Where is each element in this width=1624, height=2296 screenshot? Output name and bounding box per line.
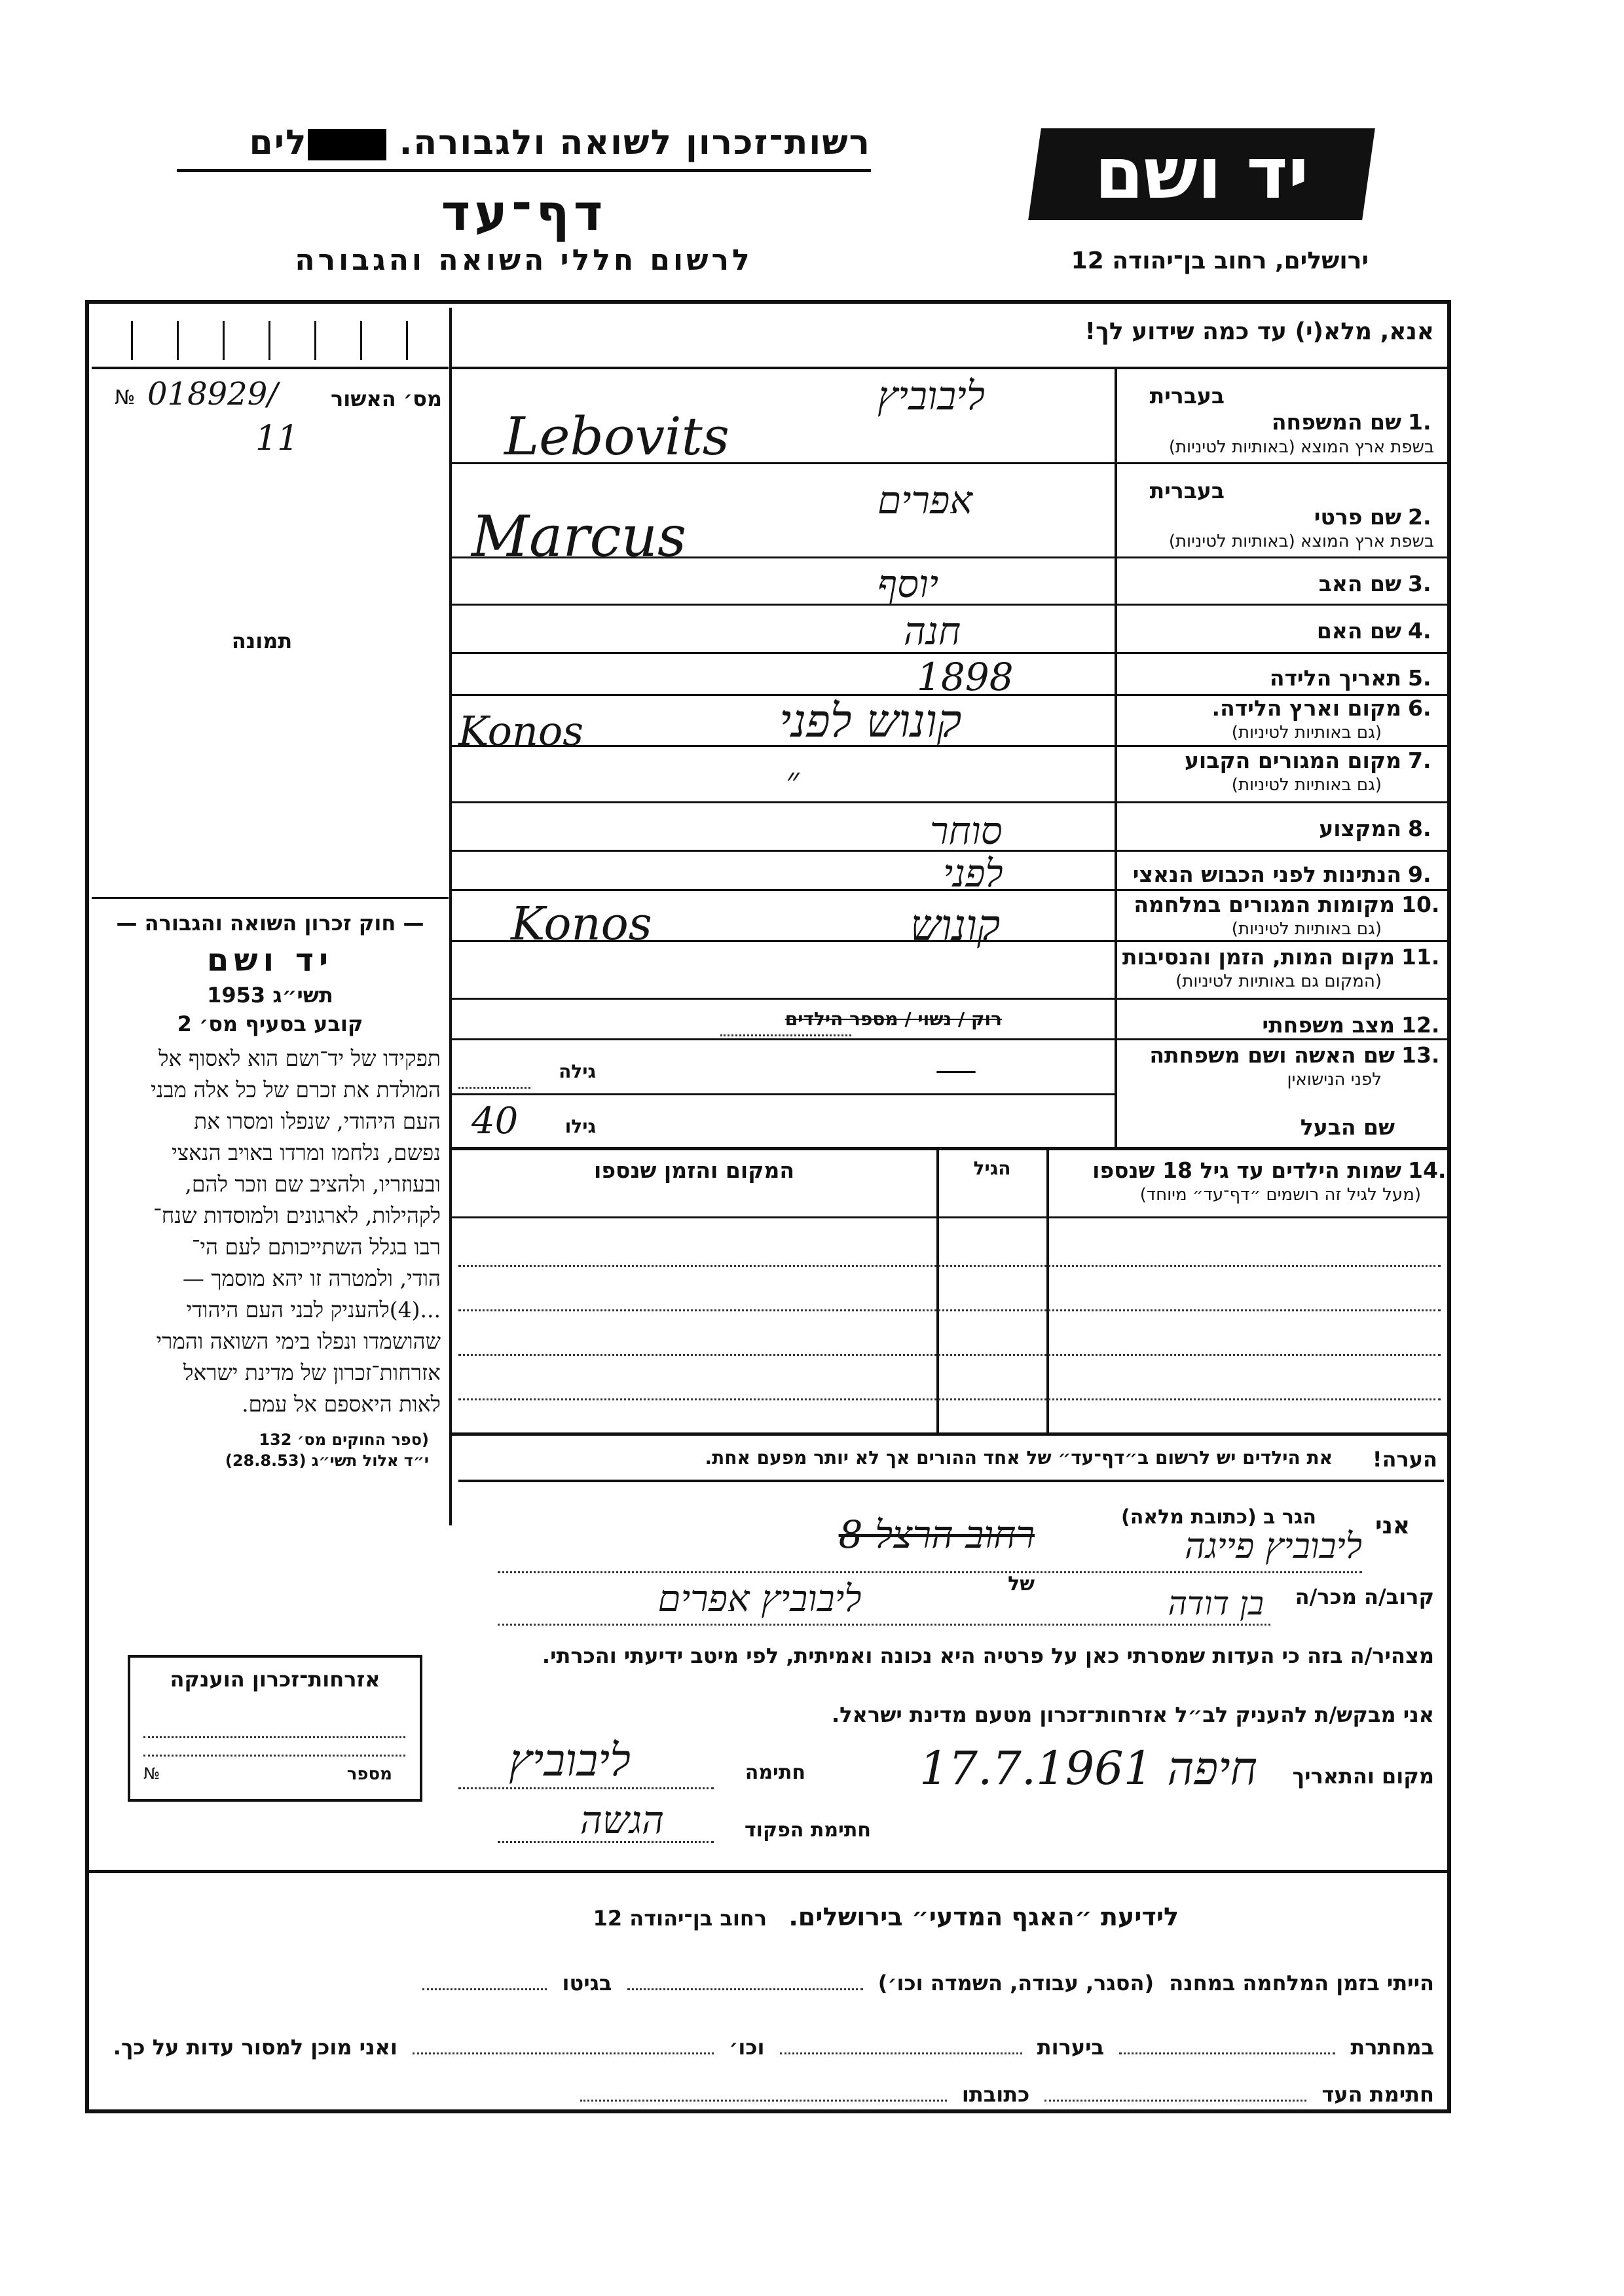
field-num-10: 10. xyxy=(1401,892,1440,917)
law-line: לאות היאספם אל עמם. xyxy=(242,1391,441,1417)
field-num-2: 2. xyxy=(1408,504,1431,530)
footer-l2-a: במחתרת xyxy=(1350,2035,1434,2060)
value-first-lat: Marcus xyxy=(471,504,687,570)
field-label-nationality: הנתינות לפני הכבוש הנאצי xyxy=(1132,862,1401,887)
footer-rule xyxy=(89,1870,1447,1873)
note-text: את הילדים יש לרשום ב״דף־עד״ של אחד ההורים אך לא יותר מפעם אחת. xyxy=(705,1447,1333,1468)
field-num-4: 4. xyxy=(1408,618,1431,644)
children-col-2 xyxy=(936,1147,939,1435)
law-source-2: י״ד אלול תשי״ג (28.8.53) xyxy=(225,1451,429,1470)
field-num-3: 3. xyxy=(1408,571,1431,596)
law-line: העם היהודי, שנפלו ומסרו את xyxy=(194,1108,441,1134)
field-num-11: 11. xyxy=(1401,944,1440,970)
field-label-first: שם פרטי xyxy=(1314,504,1401,530)
law-line: לקהילות, לארגונים ולמוסדות שנח־ xyxy=(153,1203,441,1228)
hebrew-label-2: בעברית xyxy=(1149,478,1225,503)
footer-l2-blank xyxy=(1119,2052,1335,2054)
law-line: תפקידו של יד־ושם הוא לאסוף אל xyxy=(158,1046,441,1071)
footer-l2-d: ואני מוכן למסור עדות על כך. xyxy=(113,2035,397,2060)
children-top-rule xyxy=(452,1147,1447,1150)
field-sub-first: בשפת ארץ המוצא (באותיות לטיניות) xyxy=(1168,532,1434,551)
field-sub-family: בשפת ארץ המוצא (באותיות לטיניות) xyxy=(1168,437,1434,457)
decl-relation: בן דודה xyxy=(1168,1584,1264,1622)
children-col-1 xyxy=(1046,1147,1049,1435)
footer-address: רחוב בן־יהודה 12 xyxy=(593,1906,767,1931)
field-sub-war-residence: (גם באותיות לטיניות) xyxy=(1231,919,1382,939)
form-title: דף־עד xyxy=(441,183,607,242)
value-husband-age: 40 xyxy=(471,1100,519,1142)
photo-label: תמונה xyxy=(231,629,293,653)
value-family-lat: Lebovits xyxy=(504,406,729,467)
children-age-col: הגיל xyxy=(973,1157,1011,1179)
decl-address: רחוב הרצל 8 xyxy=(838,1512,1035,1557)
footer-title: לידיעת ״האגף המדעי״ בירושלים. xyxy=(788,1903,1179,1931)
law-line: נפשם, נלחמו ומרדו באויב הנאצי xyxy=(172,1140,441,1165)
field-num-12: 12. xyxy=(1401,1012,1440,1038)
decl-place-date: חיפה 17.7.1961 xyxy=(919,1741,1257,1795)
citizenship-box xyxy=(128,1655,422,1802)
field-num-1: 1. xyxy=(1408,409,1431,435)
decl-relative-of: ליבוביץ אפרים xyxy=(657,1578,862,1620)
field-label-residence: מקום המגורים הקבוע xyxy=(1184,748,1401,773)
certificate-box xyxy=(92,308,449,369)
husband-age-label: גילו xyxy=(564,1116,596,1137)
field-label-war-residence: מקומות המגורים במלחמה xyxy=(1134,892,1395,917)
law-heading-text: חוק זכרון השואה והגבורה xyxy=(144,911,396,936)
decl-officer-label: חתימת הפקוד xyxy=(745,1819,871,1842)
decl-residing-label: הגר ב (כתובת מלאה) xyxy=(1120,1506,1316,1529)
field-num-8: 8. xyxy=(1408,816,1431,841)
footer-line-1 xyxy=(131,1971,1434,1995)
value-residence: ״ xyxy=(786,759,800,801)
field-sub-residence: (גם באותיות לטיניות) xyxy=(1231,775,1382,795)
field-label-husband: שם הבעל xyxy=(1300,1114,1395,1140)
decl-relative-label: קרוב/ה מכר/ה xyxy=(1295,1584,1434,1609)
field-label-family: שם המשפחה xyxy=(1271,409,1401,435)
value-nationality: לפני xyxy=(943,851,1003,896)
certificate-number: 018929/ xyxy=(147,376,278,412)
certificate-label: מס׳ האשור xyxy=(330,386,442,411)
field-sub-death: (המקום גם באותיות לטיניות) xyxy=(1175,972,1382,991)
left-column-divider xyxy=(449,308,452,1525)
value-war-residence-lat: Konos xyxy=(511,897,652,951)
authority-text: רשות־זכרון לשואה ולגבורה. xyxy=(386,123,871,162)
footer-l3-a: חתימת העד xyxy=(1321,2082,1434,2107)
field-sub-wife: לפני הנישואין xyxy=(1287,1070,1382,1089)
note-label: הערה! xyxy=(1372,1447,1437,1472)
law-line: המולדת את זכרם של כל אלה מבני xyxy=(151,1077,441,1102)
children-sub: (מעל לגיל זה רושמים ״דף־עד״ מיוחד) xyxy=(1139,1185,1421,1205)
value-first-he: אפרים xyxy=(877,478,973,522)
decl-name: ליבוביץ פייגה xyxy=(1185,1525,1362,1567)
citizenship-title: אזרחות־זכרון הוענקה xyxy=(170,1667,380,1692)
footer-line-3 xyxy=(131,2082,1434,2107)
footer-l3-b: כתובתו xyxy=(961,2082,1030,2107)
footer-title-row xyxy=(458,1903,1179,1931)
footer-l2-blank3 xyxy=(413,2052,714,2054)
citizenship-number-label: מספר xyxy=(346,1764,392,1784)
law-year-row xyxy=(92,983,449,1008)
field-sub-birthplace: (גם באותיות לטיניות) xyxy=(1231,723,1382,742)
footer-l2-c: וכו׳ xyxy=(729,2035,765,2060)
field-label-marital: מצב משפחתי xyxy=(1262,1012,1395,1038)
field-num-9: 9. xyxy=(1408,862,1431,887)
field-label-profession: המקצוע xyxy=(1319,816,1401,841)
footer-l3-blank xyxy=(1044,2100,1306,2102)
law-clause: קובע בסעיף מס׳ 2 xyxy=(177,1011,363,1036)
footer-l2-blank2 xyxy=(780,2052,1022,2054)
law-source-1: (ספר החוקים מס׳ 132 xyxy=(259,1430,429,1449)
footer-l1-a: הייתי בזמן המלחמה במחנה xyxy=(1169,1971,1434,1995)
decl-signature-label: חתימה xyxy=(745,1761,805,1784)
law-line: הודי, ולמטרה זו יהא מוסמך — xyxy=(182,1266,441,1291)
field-num-13: 13. xyxy=(1401,1042,1440,1068)
instruction-rule xyxy=(452,367,1447,369)
field-label-death: מקום המות, הזמן והנסיבות xyxy=(1122,944,1395,970)
footer-l1-b: (הסגר, עבודה, השמדה וכו׳) xyxy=(877,1971,1154,1995)
footer-l1-c: בגיטו xyxy=(562,1971,612,1995)
redaction-block xyxy=(308,129,386,160)
numero-sign: № xyxy=(115,386,136,409)
instruction: אנא, מלא(י) עד כמה שידוע לך! xyxy=(1084,318,1434,345)
value-birth-date: 1898 xyxy=(917,655,1014,699)
field-num-7: 7. xyxy=(1408,748,1431,773)
law-line: שהושמדו ונפלו בימי השואה והמרי xyxy=(156,1328,441,1354)
hebrew-label-1: בעברית xyxy=(1149,383,1225,409)
field-label-birthdate: תאריך הלידה xyxy=(1269,665,1401,691)
field-num-6: 6. xyxy=(1408,695,1431,721)
authority-tail: לים xyxy=(249,123,308,162)
law-line: רבו בגלל השתייכותם לעם הי־ xyxy=(191,1234,441,1260)
field-label-wife: שם האשה ושם משפחתה xyxy=(1149,1042,1395,1068)
decl-statement: מצהיר/ה בזה כי העדות שמסרתי כאן על פרטיה היא נכונה ואמיתית, לפי מיטב ידיעתי והכרתי. xyxy=(542,1643,1434,1668)
label-column-divider xyxy=(1115,368,1117,1147)
footer-l1-blank xyxy=(627,1988,863,1990)
law-year: 1953 xyxy=(207,983,266,1008)
certificate-number-row xyxy=(115,376,449,419)
decl-signature: ליבוביץ xyxy=(509,1735,631,1787)
authority-line xyxy=(177,123,871,172)
footer-l3-blank2 xyxy=(580,2100,947,2102)
yad-vashem-logo xyxy=(1028,128,1375,220)
certificate-suffix: 11 xyxy=(255,419,299,458)
field-num-5: 5. xyxy=(1408,665,1431,691)
logo-text: יד ושם xyxy=(1094,133,1309,215)
decl-i-label: אני xyxy=(1375,1512,1411,1539)
law-line: ובעוזריו, ולהציב שם וזכר להם, xyxy=(185,1171,441,1197)
value-birth-place-he: קונוש לפני xyxy=(779,694,962,748)
law-year-he: תשי״ג xyxy=(272,983,333,1008)
wife-dash xyxy=(936,1071,976,1073)
header-address: ירושלים, רחוב בן־יהודה 12 xyxy=(1071,247,1369,274)
decl-officer-signature: הגשה xyxy=(580,1798,665,1842)
decl-of-label: של xyxy=(1008,1573,1035,1595)
value-father: יוסף xyxy=(877,562,939,606)
field-label-birthplace: מקום וארץ הלידה. xyxy=(1211,695,1401,721)
children-place-col: המקום והזמן שנספו xyxy=(594,1157,794,1183)
value-birth-place-lat: Konos xyxy=(458,707,584,755)
footer-line-2 xyxy=(98,2035,1434,2060)
citizenship-numero: № xyxy=(143,1764,160,1783)
law-line: ...(4)להעניק לבני העם היהודי xyxy=(186,1297,441,1322)
value-mother: חנה xyxy=(904,609,961,653)
field-label-father: שם האב xyxy=(1318,571,1401,596)
value-profession: סוחר xyxy=(930,809,1003,853)
law-heading: — חוק זכרון השואה והגבורה — xyxy=(116,911,424,936)
citizenship-number-row xyxy=(143,1755,405,1789)
value-war-residence-he: קונוש xyxy=(910,900,1001,951)
form-subtitle: לרשום חללי השואה והגבורה xyxy=(295,244,753,277)
law-paragraph xyxy=(92,1036,449,1420)
footer-l1-blank2 xyxy=(422,1988,547,1990)
note-row xyxy=(458,1439,1444,1482)
marital-options: רוק / נשוי / מספר הילדים xyxy=(784,1008,1002,1030)
value-family-he: ליבוביץ xyxy=(877,373,985,419)
law-box xyxy=(92,897,449,1514)
children-title: שמות הילדים עד גיל 18 שנספו xyxy=(1092,1157,1401,1183)
decl-place-date-label: מקום והתאריך xyxy=(1292,1764,1434,1789)
footer-l2-b: ביערות xyxy=(1037,2035,1105,2060)
law-line: אזרחות־זכרון של מדינת ישראל xyxy=(183,1360,441,1385)
children-num: 14. xyxy=(1408,1157,1447,1183)
age-label: גילה xyxy=(559,1061,596,1082)
field-label-mother: שם האם xyxy=(1316,618,1401,644)
law-name: יד ושם xyxy=(206,942,334,979)
decl-request: אני מבקש/ת להעניק לב״ל אזרחות־זכרון מטעם מדינת ישראל. xyxy=(832,1702,1434,1727)
